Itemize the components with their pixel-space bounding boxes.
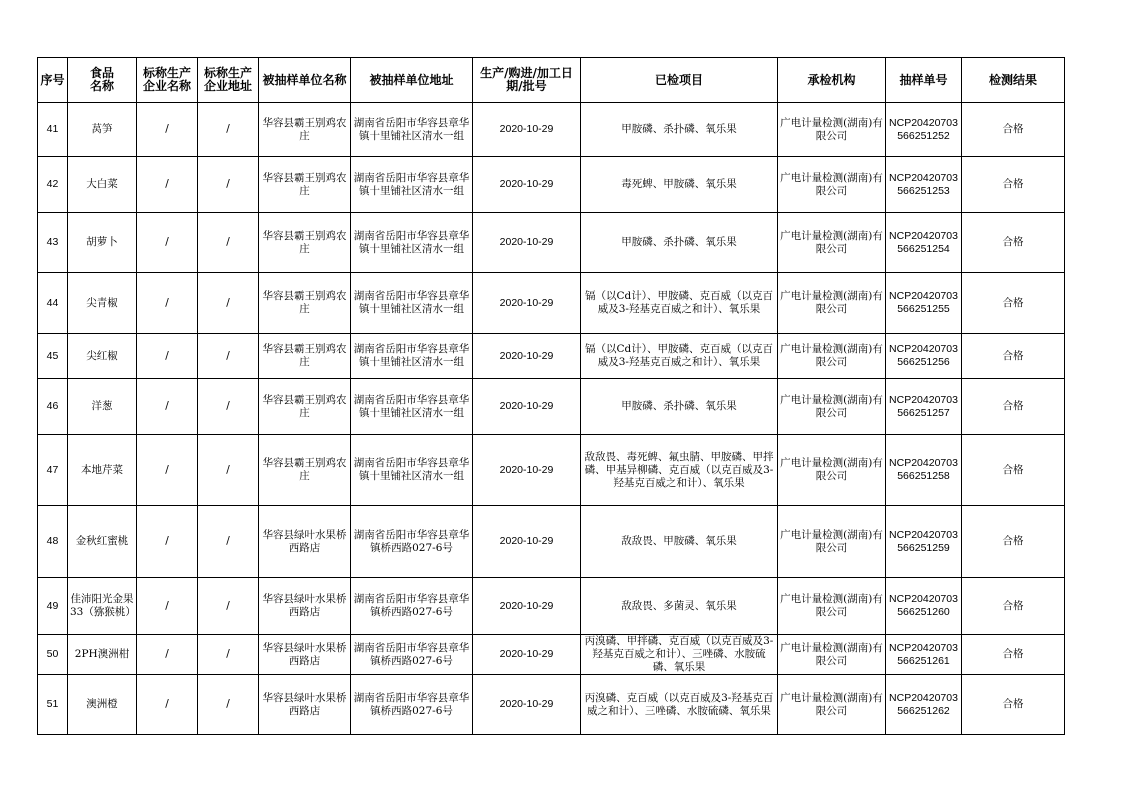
header-test-result: 检测结果 (962, 58, 1065, 103)
cell-serial-no: 48 (38, 506, 68, 578)
cell-tested-items: 敌敌畏、多菌灵、氧乐果 (581, 578, 778, 635)
cell-serial-no: 46 (38, 379, 68, 435)
cell-manufacturer-name: / (137, 578, 198, 635)
cell-sampled-unit-address: 湖南省岳阳市华容县章华镇十里铺社区清水一组 (351, 103, 473, 157)
header-serial-no: 序号 (38, 58, 68, 103)
cell-serial-no: 44 (38, 273, 68, 334)
cell-food-name: 佳沛阳光金果33（猕猴桃） (68, 578, 137, 635)
cell-sampled-unit-name: 华容县绿叶水果桥西路店 (259, 578, 351, 635)
table-row (38, 578, 1065, 635)
cell-testing-organization: 广电计量检测(湖南)有限公司 (778, 675, 886, 735)
cell-food-name: 尖青椒 (68, 273, 137, 334)
header-manufacturer-address-text: 标称生产 企业地址 (203, 66, 252, 93)
cell-food-name: 澳洲橙 (68, 675, 137, 735)
table-row (38, 273, 1065, 334)
cell-manufacturer-name: / (137, 273, 198, 334)
cell-manufacturer-address: / (198, 103, 259, 157)
header-food-name (68, 58, 137, 103)
cell-serial-no: 42 (38, 157, 68, 213)
cell-food-name: 洋葱 (68, 379, 137, 435)
cell-test-result: 合格 (962, 578, 1065, 635)
table-row (38, 675, 1065, 735)
cell-tested-items: 甲胺磷、杀扑磷、氧乐果 (581, 213, 778, 273)
cell-test-result: 合格 (962, 103, 1065, 157)
cell-testing-organization: 广电计量检测(湖南)有限公司 (778, 379, 886, 435)
cell-testing-organization: 广电计量检测(湖南)有限公司 (778, 157, 886, 213)
cell-food-name: 胡萝卜 (68, 213, 137, 273)
cell-production-date: 2020-10-29 (473, 435, 581, 506)
cell-sample-number: NCP20420703566251260 (886, 578, 962, 635)
cell-sample-number: NCP20420703566251258 (886, 435, 962, 506)
cell-test-result: 合格 (962, 213, 1065, 273)
cell-test-result: 合格 (962, 506, 1065, 578)
table-body (38, 103, 1065, 735)
cell-production-date: 2020-10-29 (473, 334, 581, 379)
cell-production-date: 2020-10-29 (473, 273, 581, 334)
cell-serial-no: 47 (38, 435, 68, 506)
cell-serial-no: 45 (38, 334, 68, 379)
header-tested-items: 已检项目 (581, 58, 778, 103)
cell-tested-items: 镉（以Cd计）、甲胺磷、克百威（以克百威及3-羟基克百威之和计）、氧乐果 (581, 334, 778, 379)
cell-manufacturer-name: / (137, 675, 198, 735)
cell-sampled-unit-name: 华容县霸王别鸡农庄 (259, 435, 351, 506)
cell-manufacturer-name: / (137, 334, 198, 379)
cell-sampled-unit-name: 华容县绿叶水果桥西路店 (259, 635, 351, 675)
cell-production-date: 2020-10-29 (473, 578, 581, 635)
cell-testing-organization: 广电计量检测(湖南)有限公司 (778, 334, 886, 379)
cell-manufacturer-name: / (137, 506, 198, 578)
cell-serial-no: 51 (38, 675, 68, 735)
cell-test-result: 合格 (962, 635, 1065, 675)
header-testing-organization: 承检机构 (778, 58, 886, 103)
cell-sampled-unit-name: 华容县霸王别鸡农庄 (259, 273, 351, 334)
cell-manufacturer-address: / (198, 675, 259, 735)
cell-sampled-unit-name: 华容县霸王别鸡农庄 (259, 157, 351, 213)
cell-test-result: 合格 (962, 435, 1065, 506)
cell-manufacturer-address: / (198, 578, 259, 635)
cell-tested-items: 丙溴磷、甲拌磷、克百威（以克百威及3-羟基克百威之和计）、三唑磷、水胺硫磷、氧乐果 (581, 635, 778, 675)
table-row (38, 334, 1065, 379)
cell-sample-number: NCP20420703566251257 (886, 379, 962, 435)
cell-sampled-unit-name: 华容县霸王别鸡农庄 (259, 334, 351, 379)
header-sampled-unit-address: 被抽样单位地址 (351, 58, 473, 103)
cell-manufacturer-name: / (137, 157, 198, 213)
cell-testing-organization: 广电计量检测(湖南)有限公司 (778, 273, 886, 334)
cell-manufacturer-name: / (137, 103, 198, 157)
cell-test-result: 合格 (962, 273, 1065, 334)
cell-sampled-unit-address: 湖南省岳阳市华容县章华镇十里铺社区清水一组 (351, 379, 473, 435)
header-production-date-text: 生产/购进/加工日 期/批号 (480, 66, 573, 93)
cell-testing-organization: 广电计量检测(湖南)有限公司 (778, 506, 886, 578)
cell-production-date: 2020-10-29 (473, 103, 581, 157)
table-row (38, 435, 1065, 506)
cell-sampled-unit-name: 华容县霸王别鸡农庄 (259, 213, 351, 273)
cell-testing-organization: 广电计量检测(湖南)有限公司 (778, 213, 886, 273)
cell-sampled-unit-name: 华容县霸王别鸡农庄 (259, 103, 351, 157)
cell-tested-items: 镉（以Cd计）、甲胺磷、克百威（以克百威及3-羟基克百威之和计）、氧乐果 (581, 273, 778, 334)
cell-test-result: 合格 (962, 157, 1065, 213)
cell-manufacturer-address: / (198, 334, 259, 379)
cell-tested-items: 敌敌畏、毒死蜱、氟虫腈、甲胺磷、甲拌磷、甲基异柳磷、克百威（以克百威及3-羟基克百威之和计）、氧乐果 (581, 435, 778, 506)
header-sampled-unit-name: 被抽样单位名称 (259, 58, 351, 103)
cell-sample-number: NCP20420703566251255 (886, 273, 962, 334)
cell-testing-organization: 广电计量检测(湖南)有限公司 (778, 103, 886, 157)
cell-manufacturer-address: / (198, 506, 259, 578)
cell-sampled-unit-address: 湖南省岳阳市华容县章华镇桥西路027-6号 (351, 635, 473, 675)
cell-manufacturer-name: / (137, 635, 198, 675)
cell-sampled-unit-address: 湖南省岳阳市华容县章华镇十里铺社区清水一组 (351, 334, 473, 379)
table-row (38, 157, 1065, 213)
header-production-date (473, 58, 581, 103)
cell-food-name: 莴笋 (68, 103, 137, 157)
cell-production-date: 2020-10-29 (473, 157, 581, 213)
cell-test-result: 合格 (962, 334, 1065, 379)
header-manufacturer-address (198, 58, 259, 103)
cell-sampled-unit-address: 湖南省岳阳市华容县章华镇十里铺社区清水一组 (351, 435, 473, 506)
cell-sampled-unit-address: 湖南省岳阳市华容县章华镇十里铺社区清水一组 (351, 273, 473, 334)
table-row (38, 213, 1065, 273)
cell-sampled-unit-address: 湖南省岳阳市华容县章华镇桥西路027-6号 (351, 578, 473, 635)
cell-tested-items: 敌敌畏、甲胺磷、氧乐果 (581, 506, 778, 578)
cell-sampled-unit-address: 湖南省岳阳市华容县章华镇桥西路027-6号 (351, 675, 473, 735)
inspection-results-table (37, 57, 1065, 735)
table-row (38, 103, 1065, 157)
cell-serial-no: 49 (38, 578, 68, 635)
cell-sampled-unit-address: 湖南省岳阳市华容县章华镇十里铺社区清水一组 (351, 213, 473, 273)
cell-food-name: 尖红椒 (68, 334, 137, 379)
cell-sample-number: NCP20420703566251256 (886, 334, 962, 379)
cell-serial-no: 41 (38, 103, 68, 157)
cell-food-name: 金秋红蜜桃 (68, 506, 137, 578)
cell-sampled-unit-name: 华容县霸王别鸡农庄 (259, 379, 351, 435)
cell-testing-organization: 广电计量检测(湖南)有限公司 (778, 635, 886, 675)
cell-serial-no: 50 (38, 635, 68, 675)
cell-production-date: 2020-10-29 (473, 635, 581, 675)
table-row (38, 635, 1065, 675)
cell-manufacturer-address: / (198, 213, 259, 273)
header-manufacturer-name-text: 标称生产 企业名称 (142, 66, 191, 93)
cell-tested-items: 毒死蜱、甲胺磷、氧乐果 (581, 157, 778, 213)
table-row (38, 379, 1065, 435)
cell-tested-items: 丙溴磷、克百威（以克百威及3-羟基克百威之和计）、三唑磷、水胺硫磷、氧乐果 (581, 675, 778, 735)
cell-food-name: 2PH澳洲柑 (68, 635, 137, 675)
cell-manufacturer-address: / (198, 273, 259, 334)
cell-sample-number: NCP20420703566251253 (886, 157, 962, 213)
cell-manufacturer-address: / (198, 157, 259, 213)
cell-manufacturer-name: / (137, 435, 198, 506)
cell-production-date: 2020-10-29 (473, 379, 581, 435)
cell-manufacturer-address: / (198, 379, 259, 435)
cell-manufacturer-address: / (198, 635, 259, 675)
cell-production-date: 2020-10-29 (473, 213, 581, 273)
cell-manufacturer-address: / (198, 435, 259, 506)
cell-sampled-unit-name: 华容县绿叶水果桥西路店 (259, 506, 351, 578)
cell-food-name: 大白菜 (68, 157, 137, 213)
cell-sample-number: NCP20420703566251259 (886, 506, 962, 578)
cell-sampled-unit-address: 湖南省岳阳市华容县章华镇桥西路027-6号 (351, 506, 473, 578)
cell-test-result: 合格 (962, 675, 1065, 735)
cell-production-date: 2020-10-29 (473, 675, 581, 735)
cell-testing-organization: 广电计量检测(湖南)有限公司 (778, 578, 886, 635)
cell-tested-items: 甲胺磷、杀扑磷、氧乐果 (581, 379, 778, 435)
cell-sample-number: NCP20420703566251261 (886, 635, 962, 675)
table-row (38, 506, 1065, 578)
cell-production-date: 2020-10-29 (473, 506, 581, 578)
cell-tested-items: 甲胺磷、杀扑磷、氧乐果 (581, 103, 778, 157)
header-food-name-text: 食品 名称 (89, 66, 114, 93)
header-manufacturer-name (137, 58, 198, 103)
cell-testing-organization: 广电计量检测(湖南)有限公司 (778, 435, 886, 506)
cell-manufacturer-name: / (137, 379, 198, 435)
cell-test-result: 合格 (962, 379, 1065, 435)
cell-sample-number: NCP20420703566251252 (886, 103, 962, 157)
cell-sampled-unit-address: 湖南省岳阳市华容县章华镇十里铺社区清水一组 (351, 157, 473, 213)
cell-sample-number: NCP20420703566251262 (886, 675, 962, 735)
table-header-row (38, 58, 1065, 103)
cell-sample-number: NCP20420703566251254 (886, 213, 962, 273)
header-sample-number: 抽样单号 (886, 58, 962, 103)
cell-food-name: 本地芹菜 (68, 435, 137, 506)
cell-serial-no: 43 (38, 213, 68, 273)
cell-manufacturer-name: / (137, 213, 198, 273)
cell-sampled-unit-name: 华容县绿叶水果桥西路店 (259, 675, 351, 735)
